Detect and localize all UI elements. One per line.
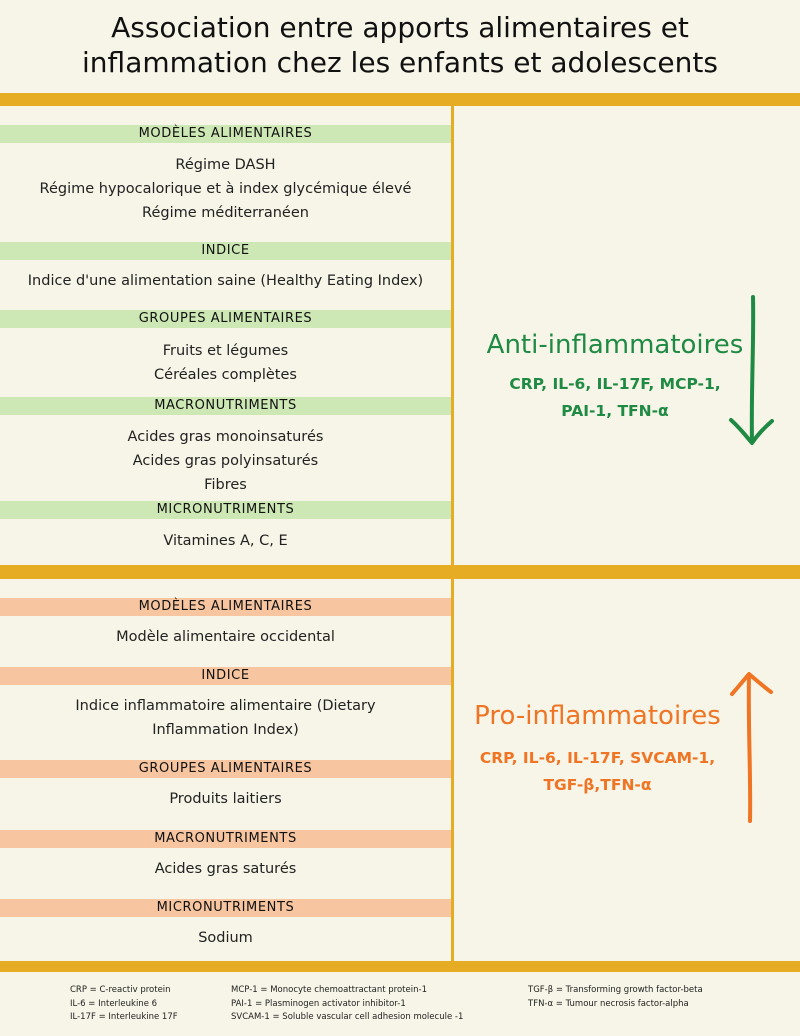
pro-markers — [455, 745, 740, 799]
section-items-modeles — [0, 153, 451, 225]
title-line-1: Association entre apports alimentaires et — [111, 11, 689, 44]
legend-entry: MCP-1 = Monocyte chemoattractant protein-1 — [231, 985, 427, 995]
arrow-down-icon — [726, 292, 776, 448]
title-line-2: inflammation chez les enfants et adolescents — [82, 46, 718, 79]
list-item: Fibres — [204, 477, 247, 493]
list-item: Céréales complètes — [154, 367, 297, 383]
list-item: Indice d'une alimentation saine (Healthy Eating Index) — [27, 273, 424, 289]
page-title — [0, 10, 800, 80]
list-item: Acides gras polyinsaturés — [132, 453, 319, 469]
section-items-micro — [0, 926, 451, 950]
list-item: Acides gras saturés — [154, 861, 297, 877]
legend-entry: SVCAM-1 = Soluble vascular cell adhesion molecule -1 — [231, 1012, 464, 1022]
legend-column-3 — [528, 984, 703, 1011]
section-band-micro: MICRONUTRIMENTS — [0, 501, 451, 519]
legend-entry: IL-17F = Interleukine 17F — [70, 1012, 178, 1022]
section-items-indice — [0, 694, 451, 742]
pro-markers-line-1: CRP, IL-6, IL-17F, SVCAM-1, — [479, 749, 716, 767]
section-items-groupes — [0, 787, 451, 811]
bottom-divider — [0, 961, 800, 972]
section-items-indice — [0, 269, 451, 293]
section-items-modeles — [0, 625, 451, 649]
legend-column-2 — [231, 984, 463, 1025]
section-band-modeles: MODÈLES ALIMENTAIRES — [0, 598, 451, 616]
section-band-groupes: GROUPES ALIMENTAIRES — [0, 760, 451, 778]
top-divider — [0, 93, 800, 106]
anti-markers — [470, 371, 760, 425]
section-band-modeles: MODÈLES ALIMENTAIRES — [0, 125, 451, 143]
middle-divider — [0, 565, 800, 579]
list-item: Sodium — [198, 930, 253, 946]
list-item: Fruits et légumes — [162, 343, 289, 359]
section-band-macro: MACRONUTRIMENTS — [0, 397, 451, 415]
list-item: Inflammation Index) — [152, 722, 299, 738]
anti-markers-line-2: PAI-1, TFN-α — [561, 402, 669, 420]
section-items-micro — [0, 529, 451, 553]
section-items-groupes — [0, 339, 451, 387]
list-item: Régime DASH — [175, 157, 276, 173]
legend-column-1 — [70, 984, 178, 1025]
legend-entry: TGF-β = Transforming growth factor-beta — [528, 985, 703, 995]
list-item: Produits laitiers — [169, 791, 282, 807]
legend-entry: IL-6 = Interleukine 6 — [70, 998, 158, 1009]
list-item: Acides gras monoinsaturés — [127, 429, 324, 445]
legend-entry: PAI-1 = Plasminogen activator inhibitor-1 — [231, 998, 406, 1009]
anti-column-divider — [451, 106, 454, 565]
list-item: Vitamines A, C, E — [163, 533, 288, 549]
legend-entry: TFN-α = Tumour necrosis factor-alpha — [528, 998, 689, 1009]
anti-markers-line-1: CRP, IL-6, IL-17F, MCP-1, — [509, 375, 721, 393]
pro-column-divider — [451, 579, 454, 961]
section-band-micro: MICRONUTRIMENTS — [0, 899, 451, 917]
section-band-macro: MACRONUTRIMENTS — [0, 830, 451, 848]
pro-markers-line-2: TGF-β,TFN-α — [543, 776, 652, 794]
list-item: Modèle alimentaire occidental — [116, 629, 335, 645]
section-items-macro — [0, 857, 451, 881]
pro-heading: Pro-inflammatoires — [474, 701, 721, 731]
section-band-indice: INDICE — [0, 667, 451, 685]
section-band-indice: INDICE — [0, 242, 451, 260]
list-item: Régime hypocalorique et à index glycémique élevé — [39, 181, 412, 197]
section-items-macro — [0, 425, 451, 497]
legend-entry: CRP = C-reactiv protein — [70, 985, 171, 995]
anti-heading: Anti-inflammatoires — [486, 330, 744, 360]
list-item: Régime méditerranéen — [142, 205, 309, 221]
list-item: Indice inflammatoire alimentaire (Dietary — [75, 698, 376, 714]
arrow-up-icon — [726, 668, 776, 826]
section-band-groupes: GROUPES ALIMENTAIRES — [0, 310, 451, 328]
